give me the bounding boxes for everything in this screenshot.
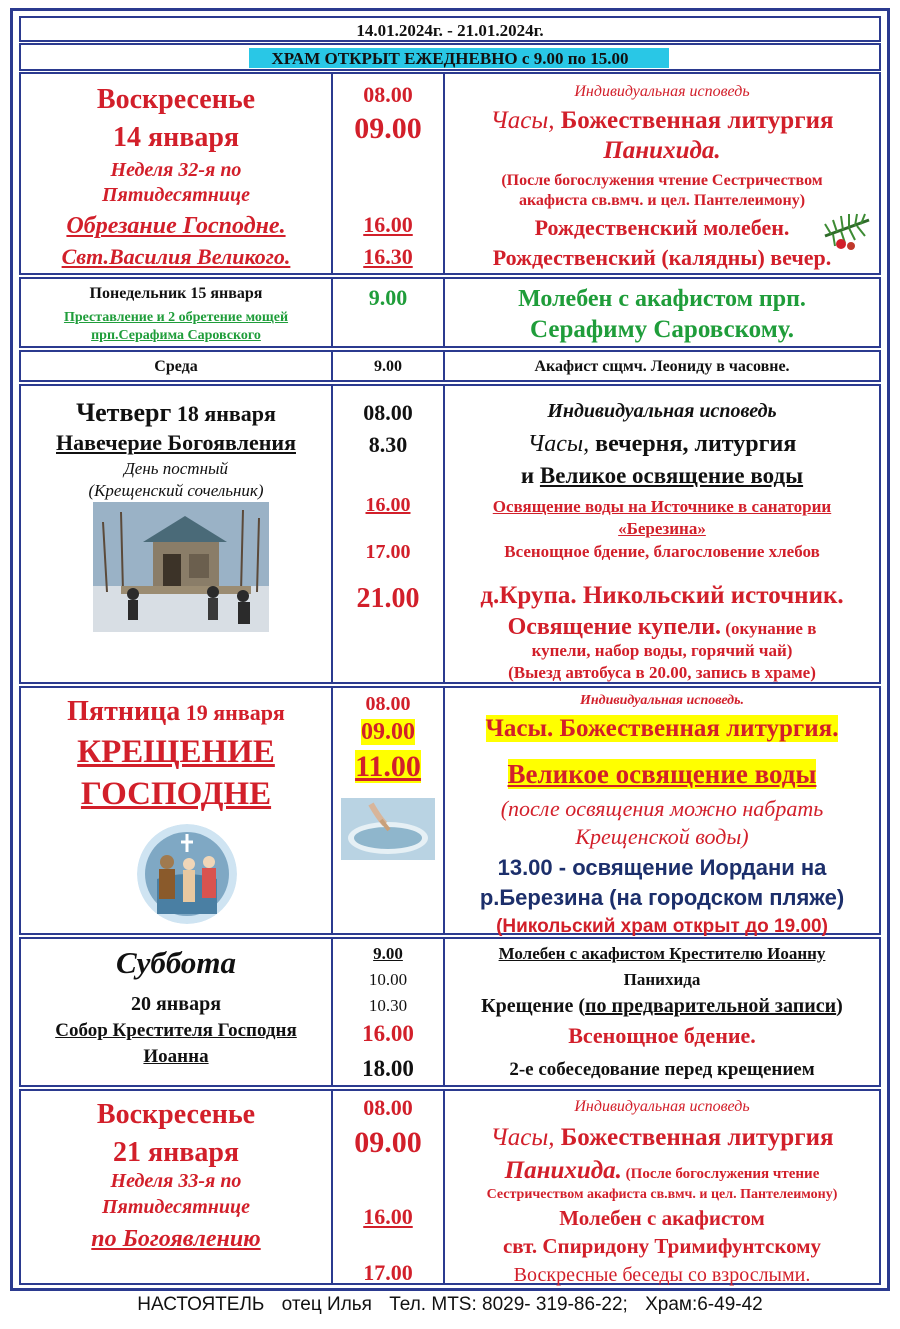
event-moleben-2: Серафиму Саровскому. <box>530 316 794 343</box>
day-row-sunday-14 <box>19 72 881 275</box>
day-name: Воскресенье <box>96 1099 256 1130</box>
day-cell <box>21 352 333 380</box>
event-font-details: купели, набор воды, горячий чай) <box>531 641 793 660</box>
event-blessing-water <box>445 464 879 487</box>
event-baptism-note: по предварительной записи <box>585 995 837 1017</box>
day-name: Среда <box>154 358 198 375</box>
event-jordan-place: р.Березина (на городском пляже) <box>479 885 845 910</box>
feast-line-2: Свт.Василия Великого. <box>61 244 291 269</box>
event-vigil: Всенощное бдение. <box>568 1023 756 1048</box>
event-note-1: (После богослужения чтение Сестричеством <box>501 172 823 189</box>
time-0830: 8.30 <box>368 432 408 457</box>
event-great-blessing <box>445 761 879 788</box>
date-range-row <box>19 16 881 42</box>
time-0900 <box>333 720 443 744</box>
event-great-blessing-text: Великое освящение воды <box>507 759 817 789</box>
day-name: Понедельник 15 января <box>89 285 263 302</box>
event-and: и <box>520 463 540 488</box>
feast-line-1: Преставление и 2 обретение мощей <box>63 310 289 325</box>
day-row-saturday-20 <box>19 937 881 1087</box>
time-cell <box>333 1091 445 1283</box>
time-1600: 16.00 <box>365 494 411 516</box>
time-2100: 21.00 <box>356 583 420 614</box>
feast-line-2: Иоанна <box>143 1046 209 1067</box>
event-liturgy <box>445 108 879 133</box>
time-1100 <box>333 752 443 782</box>
event-font-note: (окунание в <box>721 619 817 638</box>
event-panikhida <box>445 1158 879 1183</box>
event-liturgy <box>445 716 879 741</box>
events-cell <box>445 386 879 682</box>
time-0900: 9.00 <box>368 285 408 310</box>
events-cell <box>445 1091 879 1286</box>
time-cell <box>333 688 445 933</box>
event-font-blessing <box>445 615 879 639</box>
time-cell <box>333 352 445 380</box>
event-hours: Часы, <box>490 1124 561 1151</box>
event-christmas-evening: Рождественский (калядны) вечер. <box>492 245 832 270</box>
event-bus: (Выезд автобуса в 20.00, запись в храме) <box>508 663 816 682</box>
week-line-2: Пятидесятнице <box>101 184 251 206</box>
events-cell <box>445 939 879 1085</box>
time-1600: 16.00 <box>362 1021 414 1046</box>
time-0800: 08.00 <box>363 1095 413 1120</box>
note-fast: День постный <box>123 459 229 478</box>
temple-phone: Храм:6-49-42 <box>645 1294 763 1315</box>
event-panikhida: Панихида <box>623 970 701 989</box>
time-1630: 16.30 <box>363 244 413 269</box>
event-spring-place: «Березина» <box>618 519 706 538</box>
day-date: 14 января <box>112 122 240 153</box>
day-row-thursday-18 <box>19 384 881 684</box>
day-cell <box>21 279 333 346</box>
events-cell <box>445 279 879 346</box>
time-1700: 17.00 <box>365 541 411 563</box>
day-name: Суббота <box>115 945 237 980</box>
event-note-2: Крещенской воды) <box>575 824 749 849</box>
feast-line-1: Собор Крестителя Господня <box>55 1020 297 1041</box>
event-akathist-note: Сестричеством акафиста св.вмч. и цел. Пантелеимону) <box>486 1187 838 1202</box>
event-akathist: Акафист сщмч. Леониду в часовне. <box>534 358 790 375</box>
event-open-till: (Никольский храм открыт до 19.00) <box>496 916 828 937</box>
event-panikhida-title: Панихида. <box>504 1157 622 1184</box>
time-1100-text: 11.00 <box>355 750 421 783</box>
time-cell <box>333 74 445 273</box>
event-liturgy <box>445 1125 879 1150</box>
event-hours: Часы, <box>490 107 561 134</box>
feast-line-1: Обрезание Господне. <box>66 213 286 239</box>
event-panikhida-note: (После богослужения чтение <box>621 1166 820 1182</box>
event-moleben-baptist: Молебен с акафистом Крестителю Иоанну <box>498 944 826 963</box>
fir-branch-icon <box>821 206 873 254</box>
event-confession: Индивидуальная исповедь <box>574 83 750 100</box>
events-cell <box>445 74 879 273</box>
event-jordan: 13.00 - освящение Иордани на <box>497 855 827 880</box>
event-confession: Индивидуальная исповедь. <box>579 693 745 708</box>
day-date: 20 января <box>130 993 222 1015</box>
event-vigil: Всенощное бдение, благословение хлебов <box>504 542 820 561</box>
day-date: 18 января <box>171 401 276 426</box>
event-liturgy-text: Божественная литургия <box>560 1124 834 1151</box>
event-baptism-word: Крещение ( <box>481 995 586 1017</box>
time-1800: 18.00 <box>362 1056 414 1081</box>
event-krupa: д.Крупа. Никольский источник. <box>480 582 844 609</box>
time-cell <box>333 279 445 346</box>
event-confession: Индивидуальная исповедь <box>547 400 777 422</box>
event-hours: Часы, <box>527 431 590 457</box>
event-great-blessing: Великое освящение воды <box>539 463 804 488</box>
event-liturgy-text: Часы. Божественная литургия. <box>485 715 839 742</box>
events-cell <box>445 688 879 937</box>
day-row-sunday-21 <box>19 1089 881 1285</box>
baptism-icon-image <box>137 824 237 924</box>
time-0800: 08.00 <box>365 693 411 715</box>
day-cell <box>21 688 333 933</box>
day-row-monday-15 <box>19 277 881 348</box>
feast-line-1: КРЕЩЕНИЕ <box>77 734 275 770</box>
feast-line: по Богоявлению <box>91 1226 261 1252</box>
event-panikhida: Панихида. <box>603 137 721 164</box>
time-1030: 10.30 <box>368 996 408 1015</box>
feast-line-2: ГОСПОДНЕ <box>80 776 272 812</box>
event-spring-blessing: Освящение воды на Источнике в санатории <box>492 497 832 516</box>
day-row-friday-19 <box>19 686 881 935</box>
day-name: Воскресенье <box>96 84 256 115</box>
day-name <box>21 400 331 426</box>
event-vespers: вечерня, литургия <box>589 431 797 457</box>
rector-name: отец Илья <box>281 1294 372 1315</box>
time-0900: 09.00 <box>354 112 422 145</box>
phone: Тел. MTS: 8029- 319-86-22; <box>389 1294 628 1315</box>
week-line-1: Неделя 32-я по <box>110 159 242 181</box>
event-baptism-close: ) <box>836 995 843 1017</box>
chapel-photo <box>93 502 269 632</box>
day-cell <box>21 1091 333 1283</box>
rector-label: НАСТОЯТЕЛЬ <box>137 1294 265 1315</box>
day-date: 21 января <box>112 1137 240 1168</box>
time-cell <box>333 386 445 682</box>
time-1700: 17.00 <box>363 1260 413 1285</box>
event-christmas-moleben: Рождественский молебен. <box>534 215 790 240</box>
event-note-1: (после освящения можно набрать <box>500 796 824 821</box>
event-moleben: Молебен с акафистом прп. <box>518 286 806 312</box>
event-moleben-saint: свт. Спиридону Тримифунтскому <box>502 1234 822 1258</box>
events-cell <box>445 352 879 380</box>
event-confession: Индивидуальная исповедь <box>574 1098 750 1115</box>
time-0800: 08.00 <box>363 400 413 425</box>
day-cell <box>21 386 333 682</box>
footer-contacts <box>0 1294 900 1316</box>
time-0900: 9.00 <box>374 358 402 375</box>
time-0900: 09.00 <box>354 1126 422 1159</box>
event-moleben: Молебен с акафистом <box>559 1206 765 1230</box>
open-notice: ХРАМ ОТКРЫТ ЕЖЕДНЕВНО с 9.00 по 15.00 <box>271 49 629 68</box>
event-talks: Воскресные беседы со взрослыми. <box>513 1264 811 1286</box>
time-cell <box>333 939 445 1085</box>
feast-line: Навечерие Богоявления <box>56 430 296 455</box>
time-1600: 16.00 <box>363 1204 413 1229</box>
day-weekday: Четверг <box>76 398 172 427</box>
event-liturgy-text: Божественная литургия <box>560 107 834 134</box>
time-0900-text: 09.00 <box>361 719 415 745</box>
event-hours-vespers <box>445 432 879 456</box>
day-name <box>21 698 331 726</box>
week-line-1: Неделя 33-я по <box>110 1170 242 1192</box>
time-0800: 08.00 <box>363 82 413 107</box>
time-1600: 16.00 <box>363 212 413 237</box>
water-photo <box>341 798 435 860</box>
event-baptism <box>445 996 879 1016</box>
date-range: 14.01.2024г. - 21.01.2024г. <box>356 21 544 40</box>
day-cell <box>21 939 333 1085</box>
day-date: 19 января <box>180 700 285 725</box>
event-font-title: Освящение купели. <box>507 614 722 640</box>
feast-line-2: прп.Серафима Саровского <box>91 328 261 343</box>
event-interview: 2-е собеседование перед крещением <box>509 1059 815 1080</box>
day-weekday: Пятница <box>67 696 181 727</box>
schedule-frame <box>10 8 890 1291</box>
day-cell <box>21 74 333 273</box>
week-line-2: Пятидесятнице <box>101 1196 251 1218</box>
day-row-wednesday <box>19 350 881 382</box>
open-notice-row <box>19 43 881 71</box>
event-note-2: акафиста св.вмч. и цел. Пантелеимону) <box>518 192 806 209</box>
note-eve: (Крещенский сочельник) <box>88 481 264 500</box>
time-0900: 9.00 <box>373 944 403 963</box>
time-1000: 10.00 <box>368 970 408 989</box>
